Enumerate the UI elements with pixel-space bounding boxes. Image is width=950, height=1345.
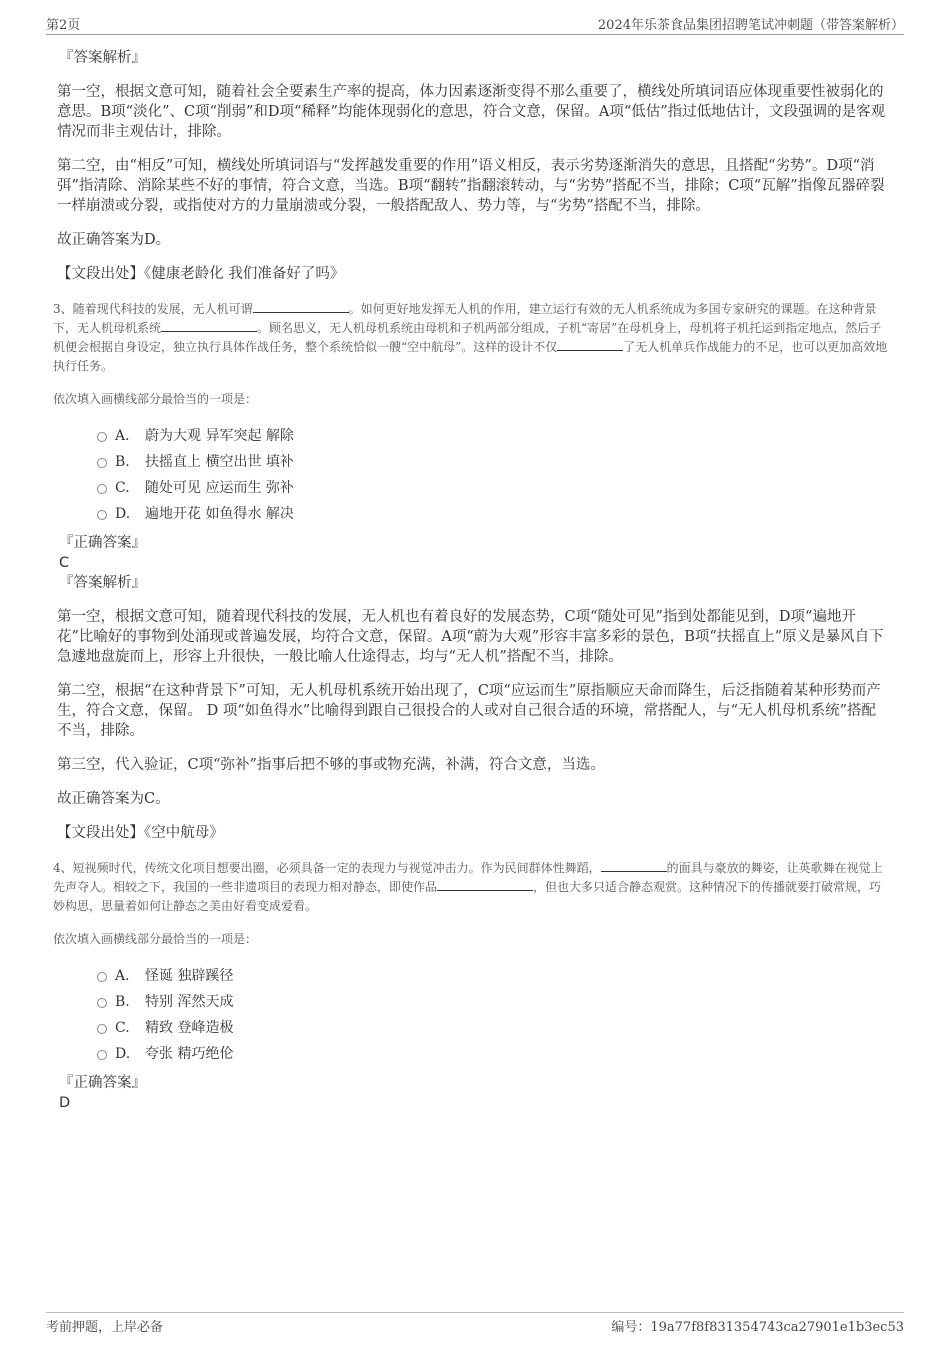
source-citation: 【文段出处】《空中航母》: [57, 825, 224, 841]
analysis-label: 『答案解析』: [59, 575, 146, 591]
question-prompt: 依次填入画横线部分最恰当的一项是：: [53, 932, 258, 946]
option-a[interactable]: A． 蔚为大观 异军突起 解除: [57, 423, 889, 449]
footer-slogan: 考前押题，上岸必备: [46, 1320, 164, 1335]
option-d[interactable]: D. 遍地开花 如鱼得水 解决: [57, 501, 889, 527]
radio-icon[interactable]: [97, 998, 107, 1008]
fill-blank: [437, 878, 533, 891]
radio-icon[interactable]: [97, 972, 107, 982]
option-b[interactable]: B. 扶摇直上 横空出世 填补: [57, 449, 889, 475]
document-title: 2024年乐茶食品集团招聘笔试冲刺题（带答案解析）: [597, 18, 904, 33]
radio-icon[interactable]: [97, 1024, 107, 1034]
answer-value: C: [59, 555, 70, 571]
analysis-label: 『答案解析』: [59, 50, 146, 66]
question-prompt: 依次填入画横线部分最恰当的一项是：: [53, 392, 258, 406]
answer-value: D: [59, 1095, 71, 1111]
fill-blank: [161, 319, 257, 332]
options-list: [57, 423, 889, 527]
radio-icon[interactable]: [97, 1050, 107, 1060]
option-a[interactable]: A． 怪诞 独辟蹊径: [57, 963, 889, 989]
options-list: [57, 963, 889, 1067]
radio-icon[interactable]: [97, 484, 107, 494]
page-content: [53, 46, 889, 1113]
page-number: 第2页: [46, 18, 81, 33]
option-d[interactable]: D. 夸张 精巧绝伦: [57, 1041, 889, 1067]
analysis-paragraph: 第二空，由“相反”可知，横线处所填词语与“发挥越发重要的作用”语义相反，表示劣势逐渐消失的意思，且搭配“劣势”。D项“消弭”指清除、消除某些不好的事情，符合文意，当选。B项“翻转”指翻滚转动，与“劣势”搭配不当，排除；C项“瓦解”指像瓦器碎裂一样崩溃或分裂，或指使对方的力量崩溃或分裂，一般搭配敌人、势力等，与“劣势”搭配不当，排除。: [57, 158, 885, 214]
analysis-paragraph: 第二空，根据“在这种背景下”可知，无人机母机系统开始出现了，C项“应运而生”原指顺应天命而降生，后泛指随着某种形势而产生，符合文意，保留。 D 项“如鱼得水”比喻得到跟自己很投合的人或对自己很合适的环境，常搭配人，与“无人机母机系统”搭配不当，排除。: [57, 683, 881, 739]
analysis-paragraph: 第三空，代入验证，C项“弥补”指事后把不够的事或物充满，补满，符合文意，当选。: [57, 757, 605, 773]
source-citation: 【文段出处】《健康老龄化 我们准备好了吗》: [57, 266, 345, 282]
fill-blank: [557, 338, 623, 351]
radio-icon[interactable]: [97, 510, 107, 520]
question-stem: 4、短视频时代，传统文化项目想要出圈，必须具备一定的表现力与视觉冲击力。作为民间群体性舞蹈， 的面具与豪放的舞姿，让英歌舞在视觉上先声夺人。相较之下，我国的一些非遗项目的表现力相对静态，即使作品 ，但也大多只适合静态观赏。这种情况下的传播就要打破常规，巧妙构思，思量着如何让静态之美由好看变成爱看。: [53, 861, 883, 913]
document-id: 编号：19a77f8f831354743ca27901e1b3ec53: [611, 1320, 904, 1335]
analysis-paragraph: 第一空，根据文意可知，随着社会全要素生产率的提高，体力因素逐渐变得不那么重要了，横线处所填词语应体现重要性被弱化的意思。B项“淡化”、C项“削弱”和D项“稀释”均能体现弱化的意思，符合文意，保留。A项“低估”指过低地估计，文段强调的是客观情况而非主观估计，排除。: [57, 84, 886, 140]
answer-label: 『正确答案』: [59, 535, 146, 551]
fill-blank: [253, 300, 349, 313]
option-c[interactable]: C. 随处可见 应运而生 弥补: [57, 475, 889, 501]
option-b[interactable]: B. 特别 浑然天成: [57, 989, 889, 1015]
question-stem: 3、随着现代科技的发展，无人机可谓 。如何更好地发挥无人机的作用，建立运行有效的无人机系统成为多国专家研究的课题。在这种背景下，无人机母机系统 。顾名思义，无人机母机系统由母机和子机两部分组成，子机“寄居”在母机身上，母机将子机托运到指定地点，然后子机便会根据自身设定，独立执行具体作战任务，整个系统恰似一艘“空中航母”。这样的设计不仅 了无人机单兵作战能力的不足，也可以更加高效地执行任务。: [53, 302, 888, 373]
conclusion-text: 故正确答案为D。: [57, 232, 171, 248]
page-header: [46, 14, 904, 35]
option-c[interactable]: C. 精致 登峰造极: [57, 1015, 889, 1041]
radio-icon[interactable]: [97, 458, 107, 468]
fill-blank: [601, 859, 667, 872]
answer-label: 『正确答案』: [59, 1075, 146, 1091]
page-footer: [46, 1312, 904, 1335]
analysis-paragraph: 第一空，根据文意可知，随着现代科技的发展，无人机也有着良好的发展态势，C项“随处可见”指到处都能见到，D项“遍地开花”比喻好的事物到处涌现或普遍发展，均符合文意，保留。A项“蔚为大观”形容丰富多彩的景色，B项“扶摇直上”原义是暴风自下急遽地盘旋而上，形容上升很快，一般比喻人仕途得志，均与“无人机”搭配不当，排除。: [57, 609, 884, 665]
radio-icon[interactable]: [97, 432, 107, 442]
conclusion-text: 故正确答案为C。: [57, 791, 170, 807]
